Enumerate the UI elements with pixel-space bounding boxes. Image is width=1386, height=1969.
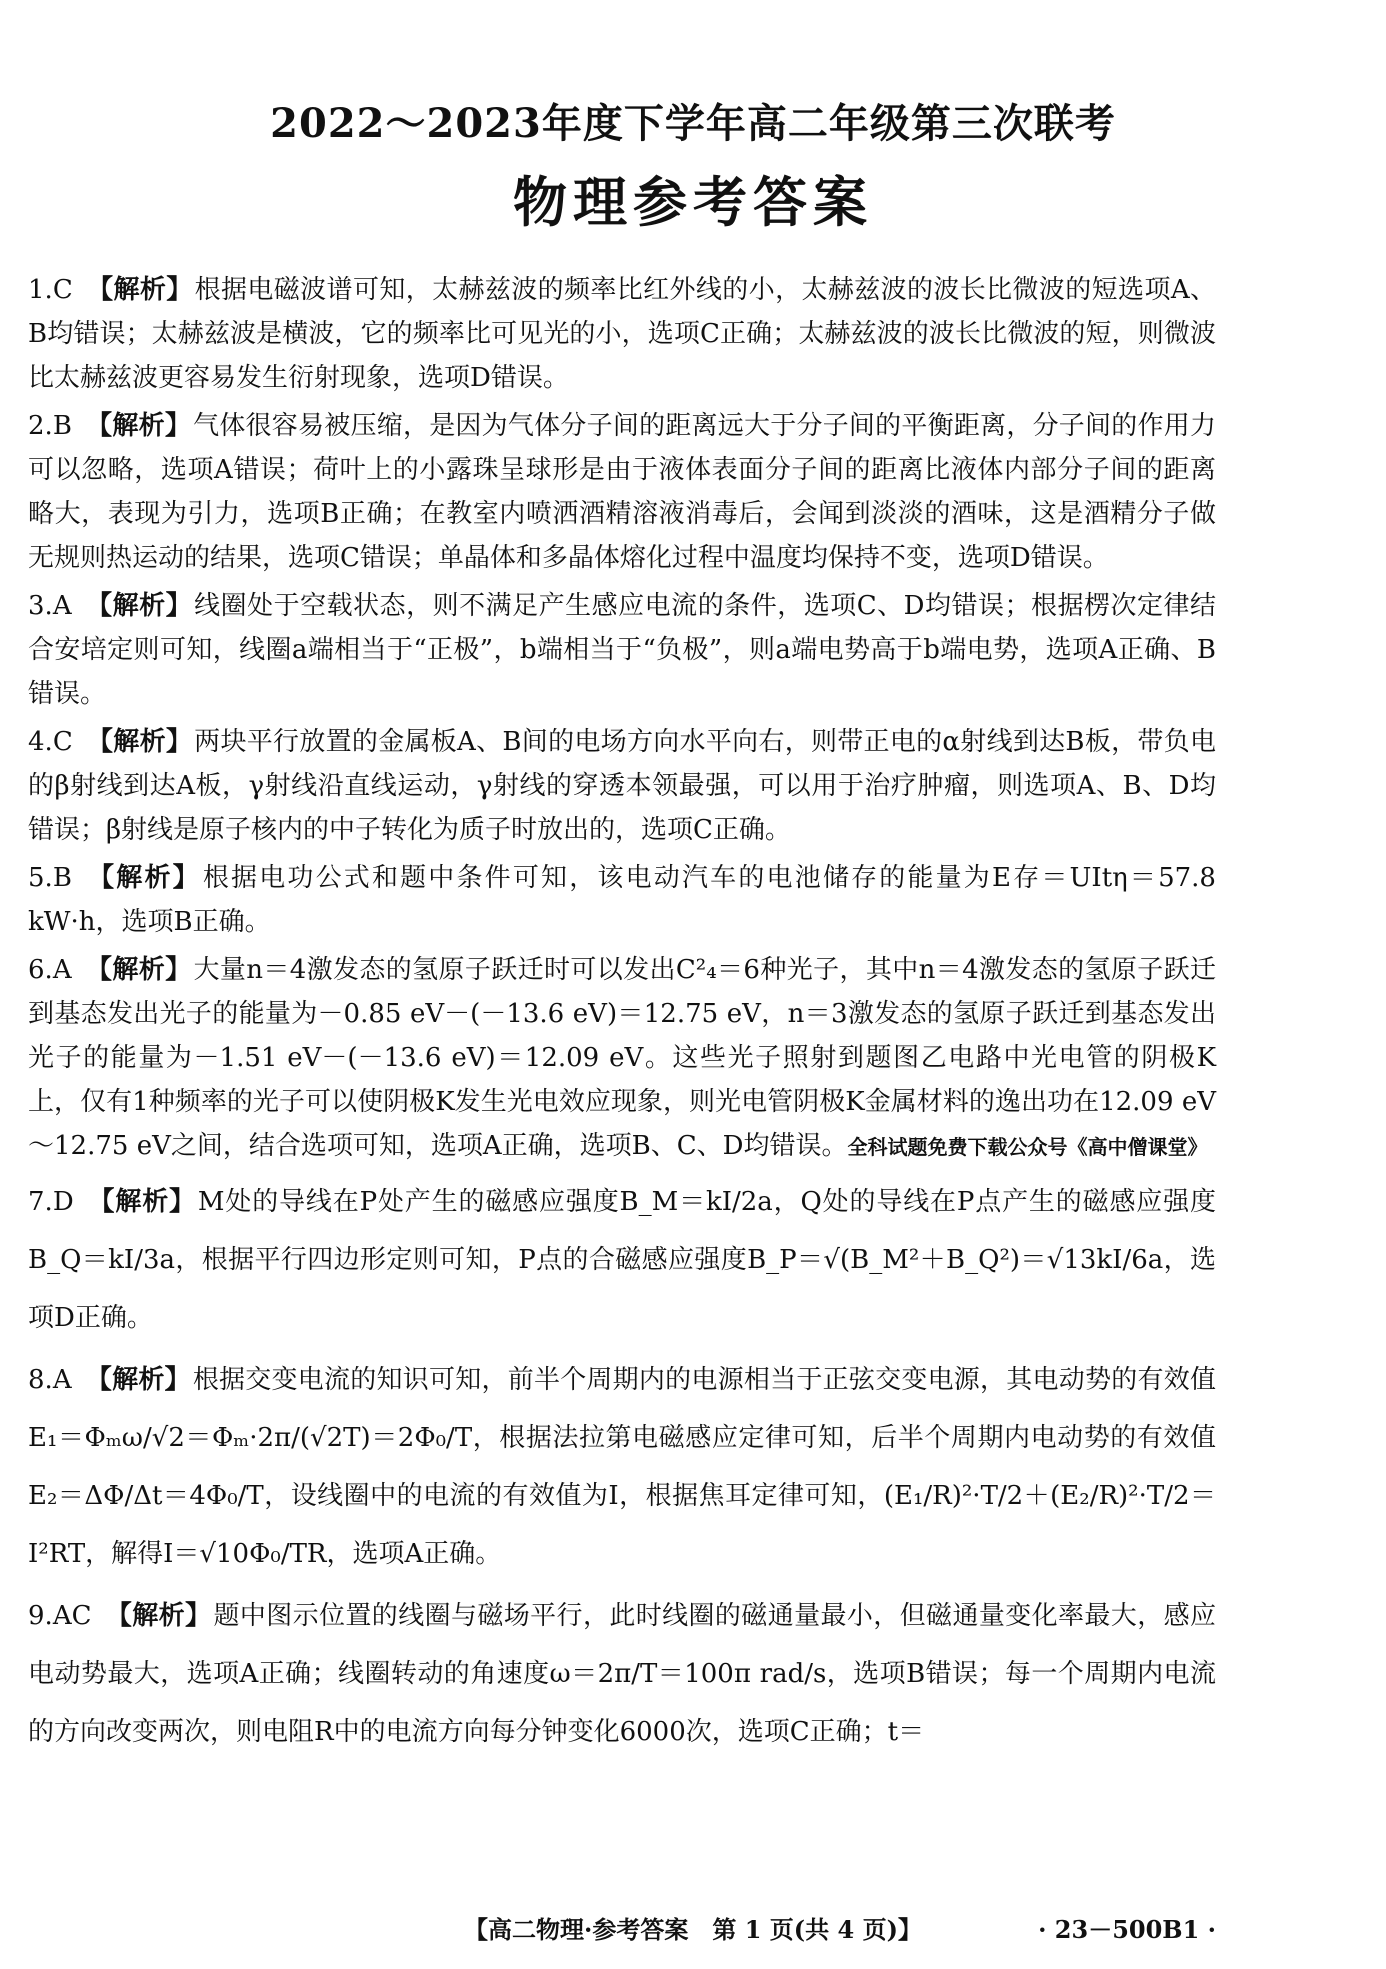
analysis-text: 根据交变电流的知识可知，前半个周期内的电源相当于正弦交变电源，其电动势的有效值E₁＝Φₘω/√2＝Φₘ·2π/(√2T)＝2Φ₀/T，根据法拉第电磁感应定律可知，后半个周期内电动势的有效值E₂＝ΔΦ/Δt＝4Φ₀/T，设线圈中的电流的有效值为I，根据焦耳定律可知，(E₁/R)²·T/2＋(E₂/R)²·T/2＝I²RT，解得I＝√10Φ₀/TR，选项A正确。 [28,1365,1216,1569]
answer-item-2 [28,404,1216,580]
answer-choice: C [52,275,73,305]
question-number: 8. [28,1365,53,1395]
answer-item-4 [28,720,1216,852]
answer-item-3 [28,584,1216,716]
answer-choice: AC [52,1601,92,1631]
answer-choice: A [52,955,72,985]
analysis-text: 根据电磁波谱可知，太赫兹波的频率比红外线的小，太赫兹波的波长比微波的短选项A、B均错误；太赫兹波是横波，它的频率比可见光的小，选项C正确；太赫兹波的波长比微波的短，则微波比太赫兹波更容易发生衍射现象，选项D错误。 [28,275,1216,393]
analysis-label: 【解析】 [85,863,201,893]
download-note: 全科试题免费下载公众号《高中僧课堂》 [847,1135,1208,1159]
answer-choice: A [52,1365,72,1395]
analysis-text: 题中图示位置的线圈与磁场平行，此时线圈的磁通量最小，但磁通量变化率最大，感应电动势最大，选项A正确；线圈转动的角速度ω＝2π/T＝100π rad/s，选项B错误；每一个周期内电流的方向改变两次，则电阻R中的电流方向每分钟变化6000次，选项C正确；t＝ [28,1601,1216,1747]
question-number: 5. [28,863,53,893]
document-subtitle: 物理参考答案 [513,170,873,234]
footer-page-info: 【高二物理·参考答案 第 1 页(共 4 页)】 [464,1915,922,1944]
analysis-text: 气体很容易被压缩，是因为气体分子间的距离远大于分子间的平衡距离，分子间的作用力可以忽略，选项A错误；荷叶上的小露珠呈球形是由于液体表面分子间的距离比液体内部分子间的距离略大，表现为引力，选项B正确；在教室内喷洒酒精溶液消毒后，会闻到淡淡的酒味，这是酒精分子做无规则热运动的结果，选项C错误；单晶体和多晶体熔化过程中温度均保持不变，选项D错误。 [28,411,1216,573]
analysis-label: 【解析】 [85,411,192,441]
answer-list [28,268,1216,1761]
question-number: 6. [28,955,53,985]
question-number: 7. [28,1187,53,1217]
analysis-label: 【解析】 [86,727,193,757]
answer-choice: C [52,727,73,757]
analysis-text: 根据电功公式和题中条件可知，该电动汽车的电池储存的能量为E存＝UItη＝57.8 kW·h，选项B正确。 [28,863,1216,937]
footer-exam-code: · 23－500B1 · [1038,1915,1216,1944]
analysis-text: 线圈处于空载状态，则不满足产生感应电流的条件，选项C、D均错误；根据楞次定律结合安培定则可知，线圈a端相当于“正极”，b端相当于“负极”，则a端电势高于b端电势，选项A正确、B错误。 [28,591,1216,709]
answer-item-5 [28,856,1216,944]
exam-title: 2022～2023年度下学年高二年级第三次联考 [270,100,1116,147]
answer-item-8 [28,1351,1216,1583]
answer-choice: B [52,863,72,893]
analysis-label: 【解析】 [87,1187,196,1217]
analysis-label: 【解析】 [85,955,192,985]
answer-item-1 [28,268,1216,400]
analysis-label: 【解析】 [105,1601,212,1631]
analysis-text: 两块平行放置的金属板A、B间的电场方向水平向右，则带正电的α射线到达B板，带负电的β射线到达A板，γ射线沿直线运动，γ射线的穿透本领最强，可以用于治疗肿瘤，则选项A、B、D均错误；β射线是原子核内的中子转化为质子时放出的，选项C正确。 [28,727,1216,845]
analysis-label: 【解析】 [86,275,193,305]
answer-choice: D [52,1187,74,1217]
analysis-text: 大量n＝4激发态的氢原子跃迁时可以发出C²₄＝6种光子，其中n＝4激发态的氢原子跃迁到基态发出光子的能量为－0.85 eV－(－13.6 eV)＝12.75 eV，n＝3激发态的氢原子跃迁到基态发出光子的能量为－1.51 eV－(－13.6 eV)＝12.09 eV。这些光子照射到题图乙电路中光电管的阴极K上，仅有1种频率的光子可以使阴极K发生光电效应现象，则光电管阴极K金属材料的逸出功在12.09 eV～12.75 eV之间，结合选项可知，选项A正确，选项B、C、D均错误。 [28,955,1216,1161]
question-number: 1. [28,275,53,305]
question-number: 4. [28,727,53,757]
answer-choice: A [52,591,72,621]
analysis-label: 【解析】 [85,1365,191,1395]
answer-item-6 [28,948,1216,1169]
answer-item-7 [28,1173,1216,1347]
question-number: 3. [28,591,53,621]
analysis-label: 【解析】 [85,591,193,621]
question-number: 9. [28,1601,53,1631]
analysis-text: M处的导线在P处产生的磁感应强度B_M＝kI/2a，Q处的导线在P点产生的磁感应强度B_Q＝kI/3a，根据平行四边形定则可知，P点的合磁感应强度B_P＝√(B_M²＋B_Q²)＝√13kI/6a，选项D正确。 [28,1187,1216,1333]
answer-item-9 [28,1587,1216,1761]
question-number: 2. [28,411,53,441]
answer-choice: B [52,411,72,441]
